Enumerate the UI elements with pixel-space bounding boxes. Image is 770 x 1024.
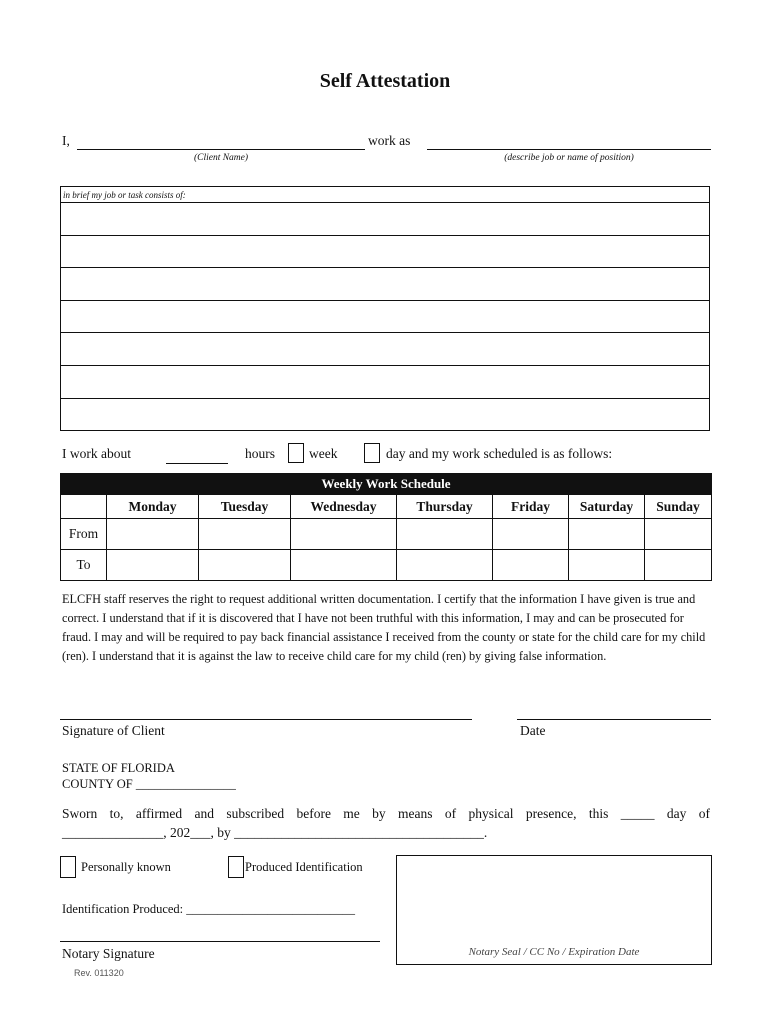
page-title: Self Attestation [319,70,451,92]
schedule-cell[interactable] [645,519,712,550]
client-signature-label: Signature of Client [62,723,165,738]
day-checkbox[interactable] [364,443,380,463]
schedule-cell[interactable] [569,519,645,550]
schedule-cell[interactable] [199,550,291,581]
notary-signature-field[interactable] [60,941,380,942]
schedule-banner: Weekly Work Schedule [61,474,712,495]
client-name-field[interactable] [77,149,365,150]
schedule-cell[interactable] [107,519,199,550]
job-line[interactable] [61,236,709,269]
schedule-cell[interactable] [199,519,291,550]
job-box-header: in brief my job or task consists of: [61,187,709,203]
day-header: Wednesday [291,495,397,519]
job-line[interactable] [61,301,709,334]
week-label: week [309,446,338,461]
produced-id-label: Produced Identification [245,860,363,874]
schedule-cell[interactable] [493,519,569,550]
day-header: Thursday [397,495,493,519]
work-as-label: work as [368,133,411,148]
job-caption: (describe job or name of position) [504,153,634,163]
produced-id-checkbox[interactable] [228,856,244,878]
job-line[interactable] [61,333,709,366]
state-label: STATE OF FLORIDA [62,761,175,775]
day-label: day and my work scheduled is as follows: [386,446,613,461]
id-produced-field[interactable]: Identification Produced: ___________________________ [62,902,356,916]
schedule-cell[interactable] [645,550,712,581]
client-name-caption: (Client Name) [193,153,249,163]
job-description-box [60,186,710,431]
schedule-cell[interactable] [291,550,397,581]
revision-label: Rev. 011320 [74,968,124,978]
date-field[interactable] [517,719,711,720]
county-field[interactable]: COUNTY OF ________________ [62,777,236,791]
day-header: Sunday [645,495,712,519]
personally-known-label: Personally known [81,860,171,874]
schedule-cell[interactable] [569,550,645,581]
job-line[interactable] [61,268,709,301]
day-header: Monday [107,495,199,519]
work-about-label: I work about [62,446,131,461]
sworn-line-1: Sworn to, affirmed and subscribed before me by means of physical presence, this _____ day of [62,806,710,821]
schedule-cell[interactable] [107,550,199,581]
corner-cell [61,495,107,519]
row-label-from: From [61,519,107,550]
job-position-field[interactable] [427,149,711,150]
weekly-schedule-table [60,473,712,581]
certification-text: ELCFH staff reserves the right to request additional written documentation. I certify that the information I have given is true and correct. I understand that if it is discovered that I have not been truthful with this information, I may and can be prosecuted for fraud. I may and will be required to pay back financial assistance I received from the county or state for the child care for my child (ren). I understand that it is against the law to receive child care for my child (ren) by giving false information. [62,592,706,663]
schedule-cell[interactable] [493,550,569,581]
sworn-line-2[interactable]: _______________, 202___, by _____________________________________. [62,825,488,840]
client-signature-field[interactable] [60,719,472,720]
i-label: I, [62,133,70,148]
schedule-cell[interactable] [291,519,397,550]
job-line[interactable] [61,366,709,399]
notary-signature-label: Notary Signature [62,946,155,961]
notary-seal-label: Notary Seal / CC No / Expiration Date [468,946,640,958]
date-label: Date [520,723,546,738]
week-checkbox[interactable] [288,443,304,463]
day-header: Friday [493,495,569,519]
hours-label: hours [245,446,275,461]
row-label-to: To [61,550,107,581]
sworn-statement [62,803,710,825]
job-line[interactable] [61,399,709,432]
schedule-cell[interactable] [397,519,493,550]
day-header: Saturday [569,495,645,519]
hours-field[interactable] [166,463,228,464]
personally-known-checkbox[interactable] [60,856,76,878]
schedule-cell[interactable] [397,550,493,581]
job-line[interactable] [61,203,709,236]
day-header: Tuesday [199,495,291,519]
